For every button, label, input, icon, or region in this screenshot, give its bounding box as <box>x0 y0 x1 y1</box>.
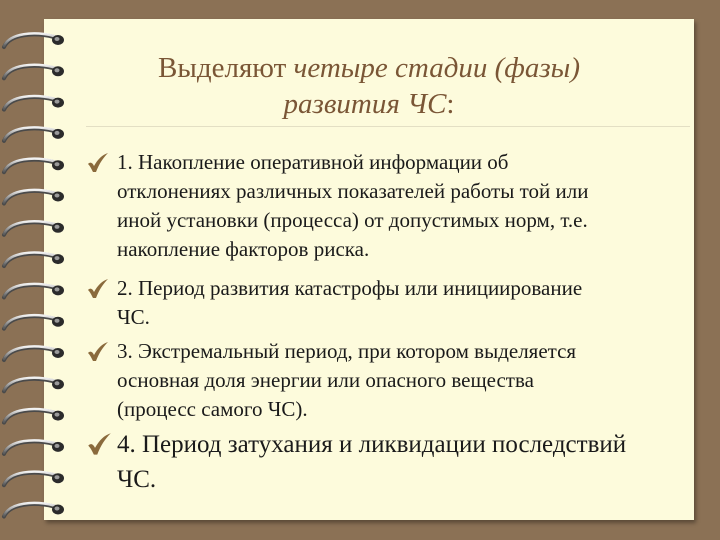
list-item-text <box>117 427 687 497</box>
list-item-line: (процесс самого ЧС). <box>117 397 308 421</box>
spiral-ring-icon <box>4 440 64 454</box>
list-item-line: основная доля энергии или опасного вещества <box>117 368 534 392</box>
spiral-ring-icon <box>4 221 64 235</box>
title-regular-text: Выделяют <box>158 52 294 84</box>
list-item-line: ЧС. <box>117 305 150 329</box>
list-item-line: 2. Период развития катастрофы или инициирование <box>117 276 583 300</box>
spiral-ring-icon <box>4 409 64 423</box>
list-item-line: ЧС. <box>117 466 157 493</box>
title-colon: : <box>446 88 455 120</box>
list-item-text <box>117 148 687 264</box>
spiral-ring-icon <box>4 346 64 360</box>
list-item-line: 4. Период затухания и ликвидации последствий <box>117 431 627 458</box>
spiral-ring-icon <box>4 472 64 486</box>
list-item-line: 3. Экстремальный период, при котором выделяется <box>117 339 577 363</box>
spiral-ring-icon <box>4 159 64 173</box>
spiral-ring-icon <box>4 315 64 329</box>
spiral-ring-icon <box>4 253 64 267</box>
title-italic-text-1: четыре стадии (фазы) <box>293 52 580 84</box>
spiral-ring-icon <box>4 190 64 204</box>
spiral-ring-icon <box>4 284 64 298</box>
list-item-line: отклонениях различных показателей работы той или <box>117 179 589 203</box>
bullet-list <box>86 0 686 540</box>
spiral-ring-icon <box>4 378 64 392</box>
checkmark-icon <box>86 340 110 364</box>
title-italic-text-2: развития ЧС <box>283 88 447 120</box>
list-item-text <box>117 337 687 424</box>
list-item-line: иной установки (процесса) от допустимых норм, т.е. <box>117 208 588 232</box>
spiral-ring-icon <box>4 503 64 517</box>
checkmark-icon <box>86 151 110 175</box>
list-item-text <box>117 274 687 332</box>
list-item-line: накопление факторов риска. <box>117 237 370 261</box>
list-item-line: 1. Накопление оперативной информации об <box>117 150 509 174</box>
checkmark-icon <box>86 277 110 301</box>
spiral-ring-icon <box>4 127 64 141</box>
spiral-ring-icon <box>4 33 64 47</box>
checkmark-icon <box>86 431 113 458</box>
